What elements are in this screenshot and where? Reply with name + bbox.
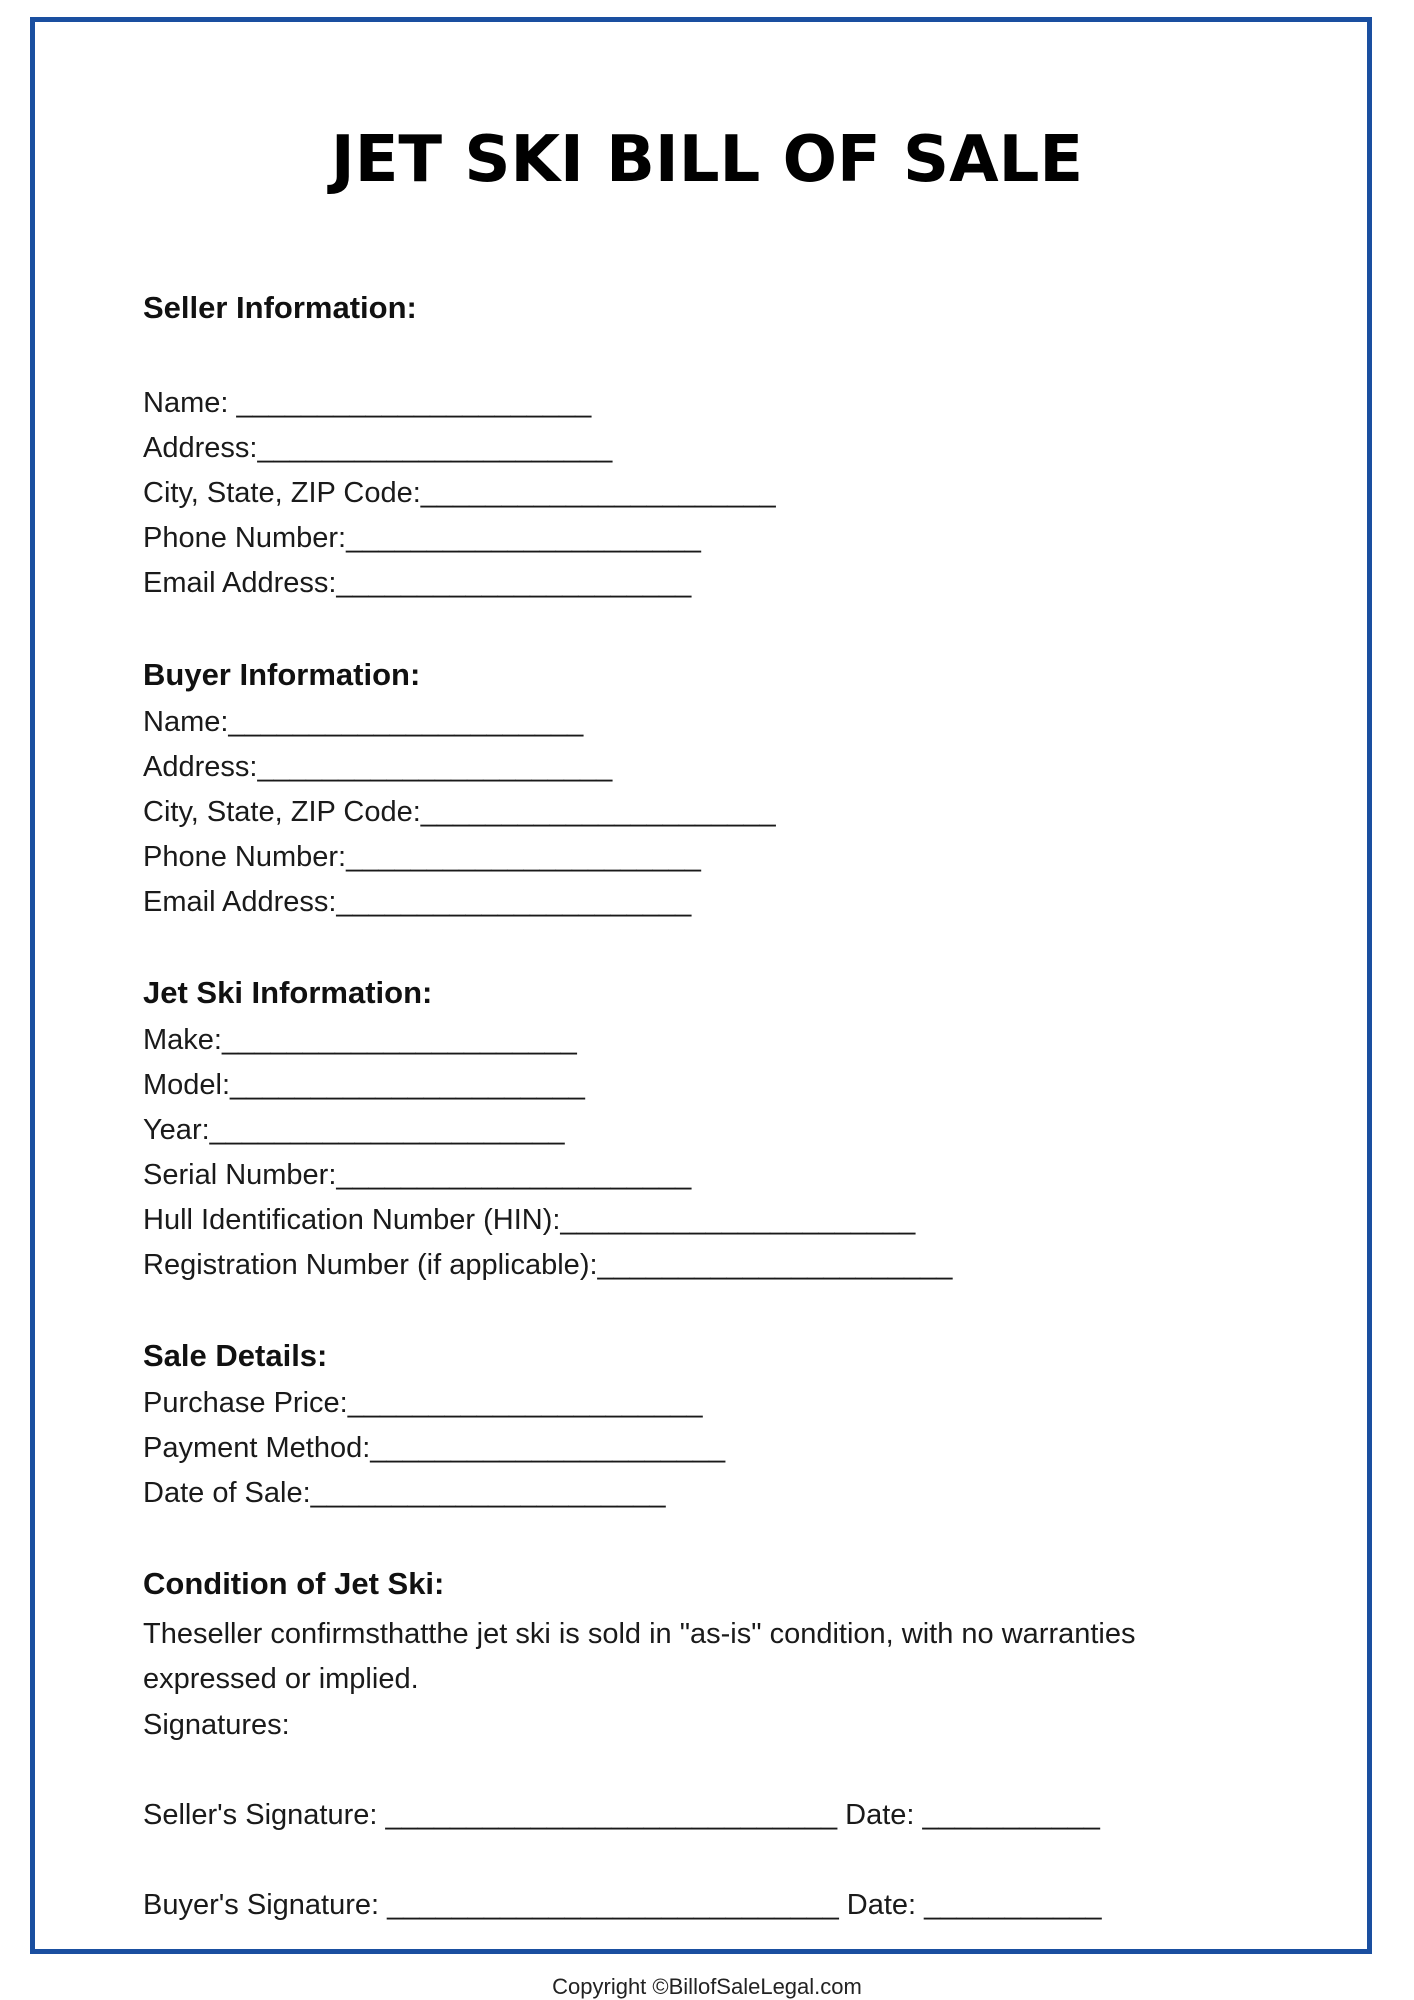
buyer-section-heading: Buyer Information: <box>143 657 421 692</box>
jetski-model-field[interactable]: Model:______________________ <box>143 1069 585 1101</box>
jetski-hin-field[interactable]: Hull Identification Number (HIN):______________________ <box>143 1204 916 1236</box>
payment-method-field[interactable]: Payment Method:______________________ <box>143 1432 726 1464</box>
document-title: JET SKI BILL OF SALE <box>330 123 1084 197</box>
buyer-name-field[interactable]: Name:______________________ <box>143 706 584 738</box>
seller-email-field[interactable]: Email Address:______________________ <box>143 567 692 599</box>
signatures-label: Signatures: <box>143 1709 290 1741</box>
jetski-section-heading: Jet Ski Information: <box>143 975 433 1010</box>
seller-section-heading: Seller Information: <box>143 290 417 325</box>
condition-statement: Theseller confirmsthatthe jet ski is sold in "as-is" condition, with no warranties expressed or implied. <box>143 1618 1136 1695</box>
buyer-phone-field[interactable]: Phone Number:______________________ <box>143 841 701 873</box>
seller-phone-field[interactable]: Phone Number:______________________ <box>143 522 701 554</box>
buyer-address-field[interactable]: Address:______________________ <box>143 751 613 783</box>
buyer-email-field[interactable]: Email Address:______________________ <box>143 886 692 918</box>
jetski-make-field[interactable]: Make:______________________ <box>143 1024 577 1056</box>
jetski-registration-field[interactable]: Registration Number (if applicable):______________________ <box>143 1249 953 1281</box>
jetski-year-field[interactable]: Year:______________________ <box>143 1114 565 1146</box>
sale-section-heading: Sale Details: <box>143 1338 328 1373</box>
date-of-sale-field[interactable]: Date of Sale:______________________ <box>143 1477 666 1509</box>
copyright-footer: Copyright ©BillofSaleLegal.com <box>552 1974 862 1999</box>
seller-signature-line[interactable]: Seller's Signature: ____________________________ Date: ___________ <box>143 1799 1100 1831</box>
purchase-price-field[interactable]: Purchase Price:______________________ <box>143 1387 703 1419</box>
buyer-city-state-zip-field[interactable]: City, State, ZIP Code:______________________ <box>143 796 776 828</box>
condition-section-heading: Condition of Jet Ski: <box>143 1566 445 1601</box>
seller-name-field[interactable]: Name: ______________________ <box>143 387 592 419</box>
seller-city-state-zip-field[interactable]: City, State, ZIP Code:______________________ <box>143 477 776 509</box>
buyer-signature-line[interactable]: Buyer's Signature: ____________________________ Date: ___________ <box>143 1889 1102 1921</box>
jetski-serial-number-field[interactable]: Serial Number:______________________ <box>143 1159 692 1191</box>
seller-address-field[interactable]: Address:______________________ <box>143 432 613 464</box>
